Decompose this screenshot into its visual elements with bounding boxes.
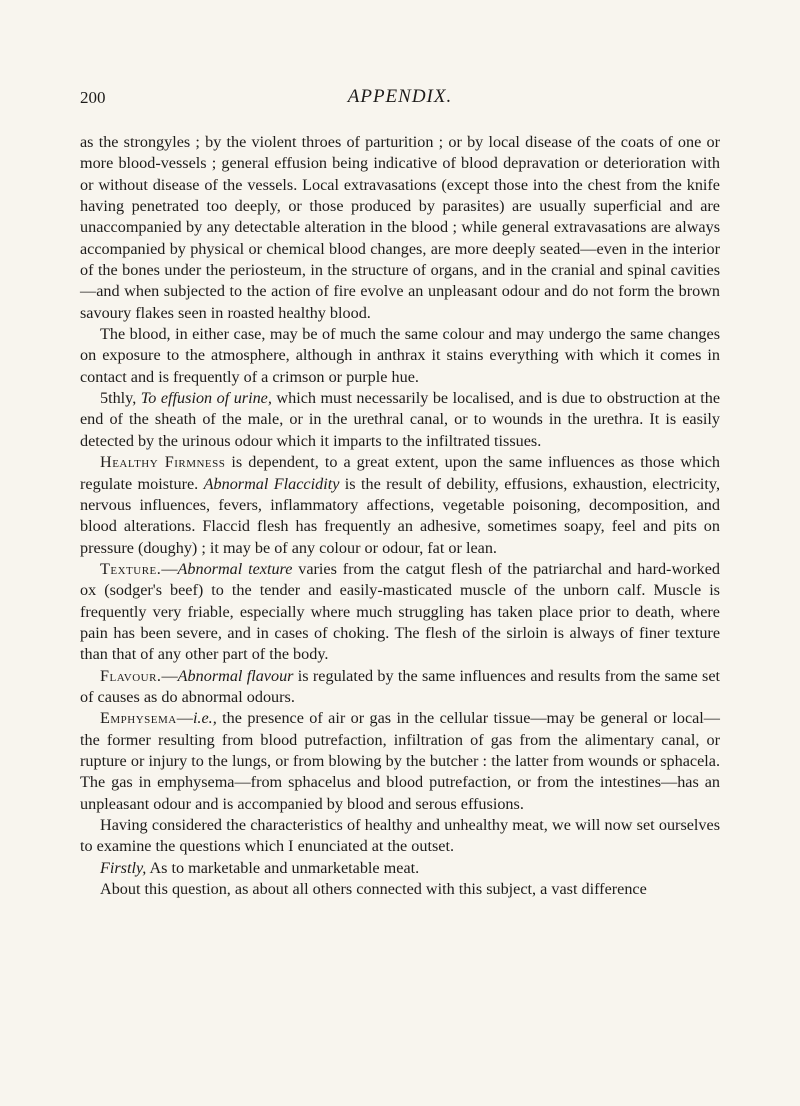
urine-heading: To effusion of urine,: [140, 389, 272, 408]
paragraph-8: [80, 815, 720, 858]
flaccidity-term: Abnormal Flaccidity: [203, 474, 340, 493]
paragraph-firstly: [80, 858, 720, 879]
paragraph-lead: 5thly,: [100, 389, 137, 408]
running-title: APPENDIX.: [347, 86, 453, 107]
firmness-heading: Healthy Firmness: [100, 453, 226, 472]
flavour-heading: Flavour.: [100, 666, 162, 685]
paragraph-1: [80, 132, 720, 324]
emphysema-heading: Emphysema: [100, 709, 177, 728]
texture-term: Abnormal texture: [177, 559, 293, 578]
texture-heading: Texture.: [100, 559, 162, 578]
ie-term: i.e.,: [192, 709, 217, 728]
paragraph-text: which must necessarily be localised, and is due to obstruction at the end of the sheath of the male, or in the urethral canal, or to wounds in the urethra. It is easily detected by the urinous odour which it imparts to the infiltrated tissues.: [80, 389, 721, 450]
dash: —: [161, 559, 178, 578]
paragraph-text: varies from the catgut flesh of the patriarchal and hard-worked ox (sodger's beef) to the tender and easily-masticated muscle of the unborn calf. Muscle is frequently very friable, especially where much struggling has taken place prior to death, where pain has been severe, and in cases of choking. The flesh of the sirloin is always of finer texture than that of any other part of the body.: [80, 559, 720, 664]
paragraph-flavour: [80, 666, 720, 709]
paragraph-text: As to marketable and unmarketable meat.: [149, 858, 420, 877]
paragraph-text: as the strongyles ; by the violent throes of parturition ; or by local disease of the coats of one or more blood-vessels ; general effusion being indicative of blood depravation or deterioration with or without disease of the vessels. Local extravasations (except those into the chest from the knife having penetrated too deeply, or those produced by parasites) are usually superficial and are unaccompanied by any detectable alteration in the blood ; while general extravasations are always accompanied by physical or chemical blood changes, are more deeply seated—even in the interior of the bones under the periosteum, in the structure of organs, and in the cranial and spinal cavities—and when subjected to the action of fire evolve an unpleasant odour and do not form the brown savoury flakes seen in roasted healthy blood.: [80, 133, 720, 322]
paragraph-firmness: [80, 452, 720, 559]
firstly-term: Firstly,: [100, 858, 147, 877]
body-text: [80, 132, 720, 900]
paragraph-3: [80, 388, 720, 452]
page-number: 200: [80, 88, 106, 107]
paragraph-text: is the result of debility, effusions, exhaustion, electricity, nervous influences, fevers, inflammatory affections, vegetable poisoning, decomposition, and blood alterations. Flaccid flesh has frequently an adhesive, sometimes soapy, feel and pits on pressure (doughy) ; it may be of any colour or odour, fat or lean.: [80, 474, 721, 557]
flavour-term: Abnormal flavour: [177, 666, 294, 685]
paragraph-text: is regulated by the same influences and results from the same set of causes as do abnormal odours.: [80, 666, 721, 706]
paragraph-text: About this question, as about all others connected with this subject, a vast difference: [100, 880, 647, 899]
dash: —: [176, 709, 193, 728]
paragraph-10: [80, 879, 720, 900]
dash: —: [161, 666, 178, 685]
paragraph-texture: [80, 559, 720, 666]
paragraph-2: [80, 324, 720, 388]
paragraph-text: the presence of air or gas in the cellular tissue—may be general or local—the former resulting from blood putrefaction, infiltration of gas from the alimentary canal, or rupture or injury to the lungs, or from blowing by the butcher : the latter from wounds or sphacela. The gas in emphysema—from sphacelus and blood putrefaction, or from the intestines—has an unpleasant odour and is accompanied by blood and serous effusions.: [80, 709, 720, 813]
page-header: [0, 88, 800, 118]
paragraph-text: Having considered the characteristics of healthy and unhealthy meat, we will now set ourselves to examine the questions which I enunciated at the outset.: [80, 816, 720, 856]
paragraph-text: The blood, in either case, may be of much the same colour and may undergo the same changes on exposure to the atmosphere, although in anthrax it stains everything with which it comes in contact and is frequently of a crimson or purple hue.: [80, 325, 720, 386]
paragraph-text: is dependent, to a great extent, upon the same influences as those which regulate moisture.: [80, 453, 720, 493]
paragraph-emphysema: [80, 708, 720, 815]
